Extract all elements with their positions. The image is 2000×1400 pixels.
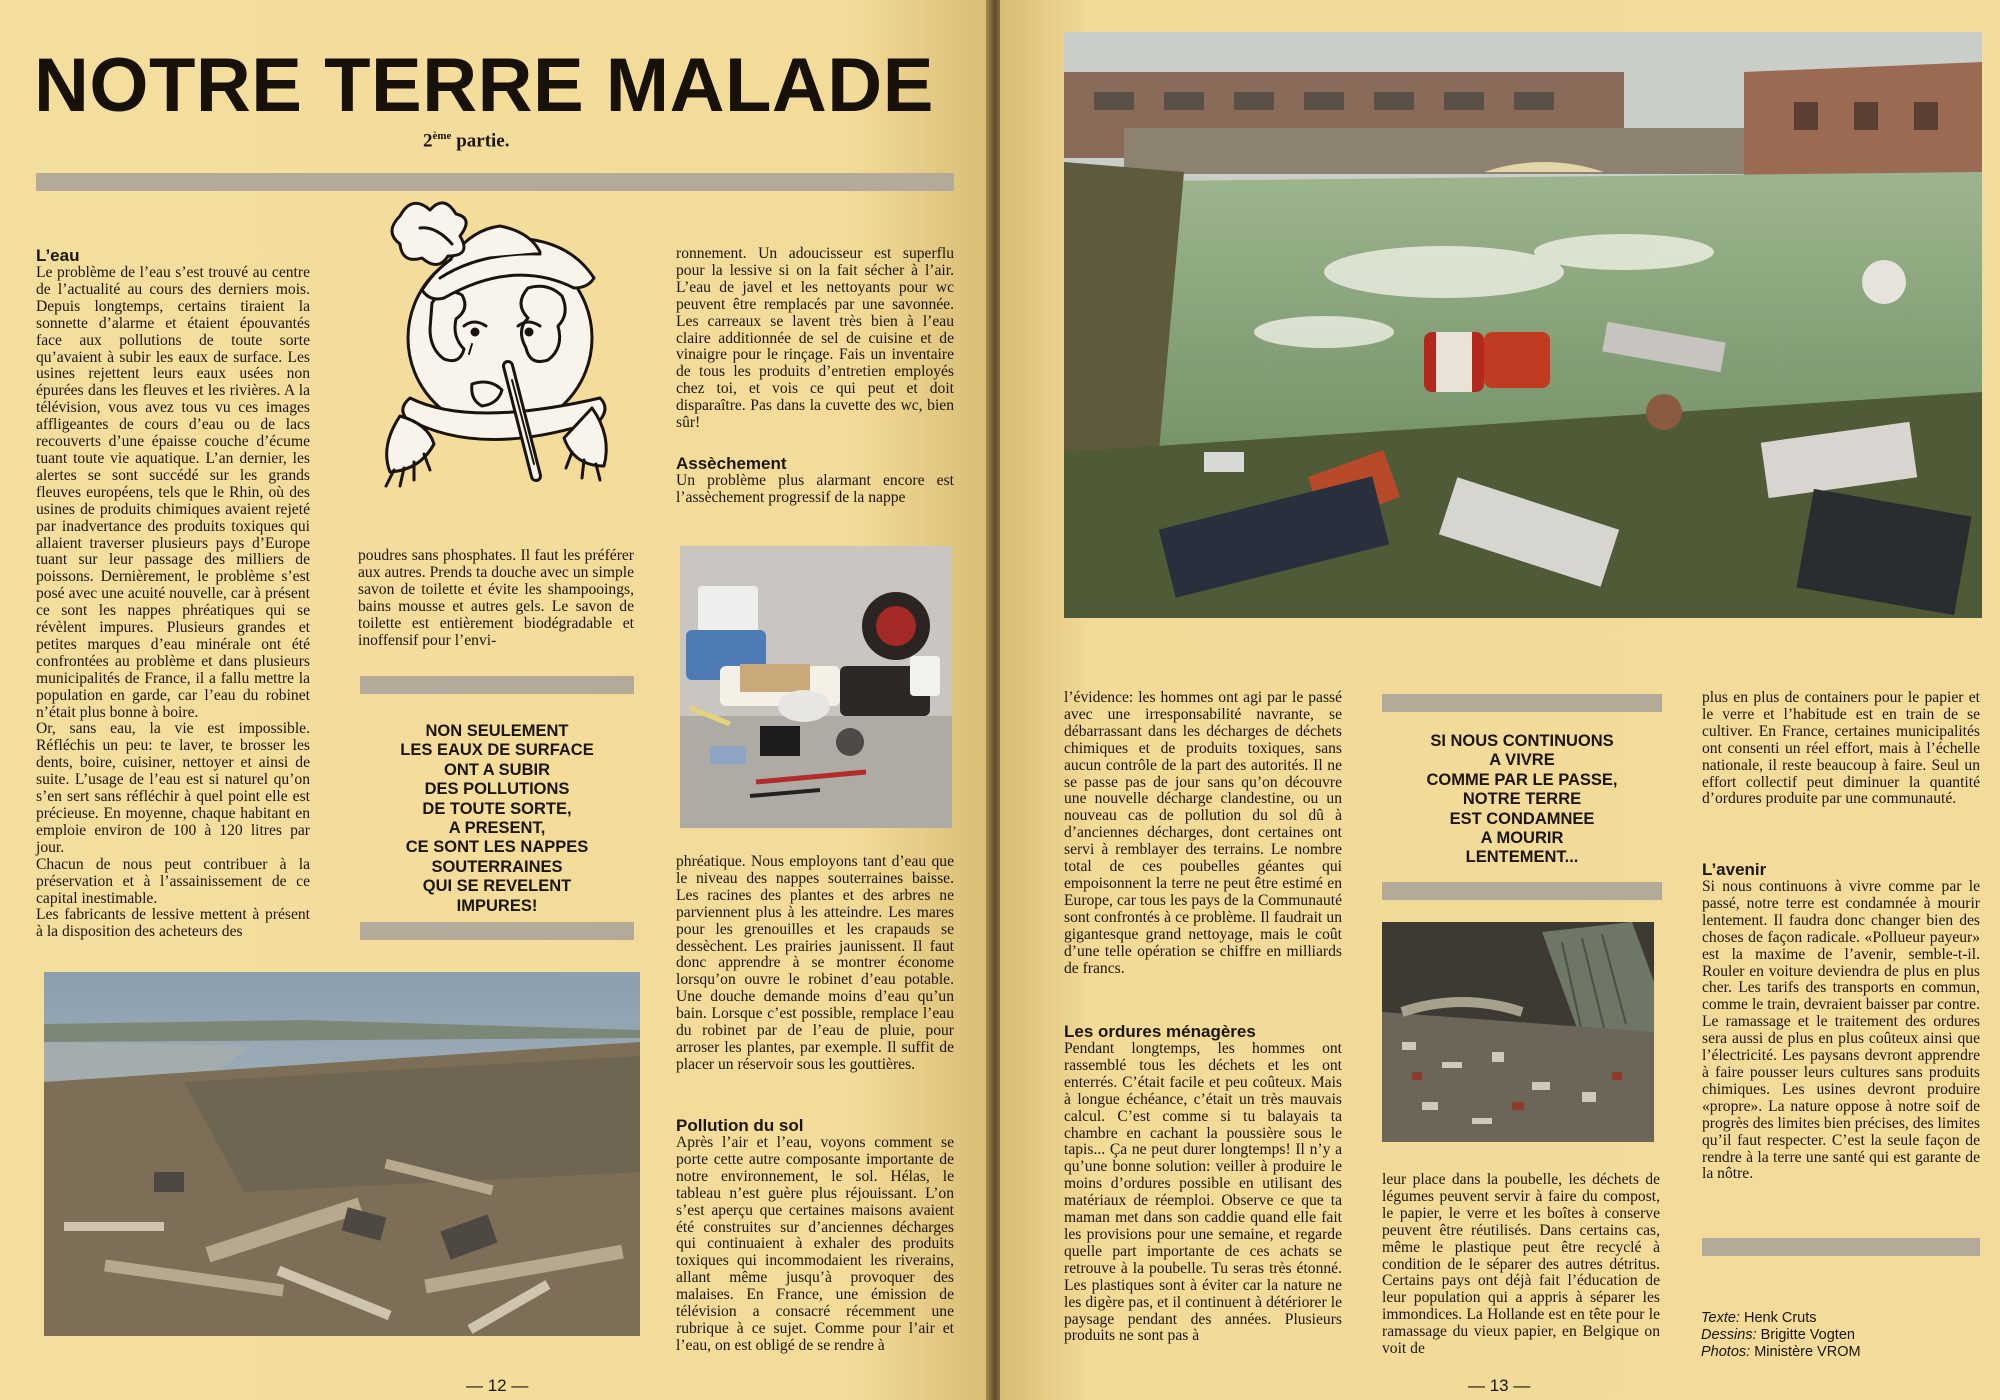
credit-photos [1701, 1344, 1861, 1361]
quote-line: ONT A SUBIR [443, 760, 551, 779]
article-title: NOTRE TERRE MALADE [34, 43, 934, 128]
subtitle-superscript: ème [432, 130, 452, 142]
page-number-left: — 12 — [466, 1376, 529, 1395]
quote-line: DES POLLUTIONS [424, 780, 570, 799]
right-page [1000, 0, 2000, 1400]
quote-line: NON SEULEMENT [425, 722, 569, 740]
column-savon [358, 548, 634, 649]
subtitle-text: partie. [451, 130, 510, 152]
savon-paragraph: poudres sans phosphates. Il faut les préférer aux autres. Prends ta douche avec un simple savon de toilette et évite les shampooings, bains mousse et autres gels. Le savon de toilette est entièrement biodégradable et inoffensif pour l’envi- [358, 547, 634, 649]
heading-pollution-sol: Pollution du sol [676, 1116, 804, 1135]
page-number-right: — 13 — [1468, 1376, 1531, 1395]
quote-rule-top [360, 676, 634, 694]
eau-paragraph-2: Or, sans eau, la vie est impossible. Réfléchis un peu: te laver, te brosser les dents, boire, cuisiner, nettoyer et ainsi de suite. L’usage de l’eau est si naturel qu’on s’en sert sans réfléchir à quel point elle est précieuse. En moyenne, chaque habitant en emploie environ de 100 à 120 litres par jour. [36, 720, 310, 856]
quote-line: QUI SE REVELENT [422, 877, 572, 896]
article-subtitle [423, 130, 509, 152]
quote-line: EST CONDAMNEE [1449, 809, 1595, 828]
debris-shore-photo [44, 972, 640, 1336]
left-page [0, 0, 988, 1400]
column-eau [36, 246, 310, 941]
quote-line: LENTEMENT... [1465, 848, 1579, 867]
quote-line: A MOURIR [1480, 829, 1564, 848]
column-compost [1382, 1172, 1660, 1358]
credit-value: Brigitte Vogten [1760, 1327, 1855, 1343]
quote-rule-top-right [1382, 694, 1662, 712]
subtitle-number: 2 [423, 130, 433, 152]
heading-eau: L’eau [36, 246, 80, 265]
credits-block [1701, 1310, 1861, 1361]
quote-rule-bottom [360, 922, 634, 940]
avenir-paragraph: Si nous continuons à vivre comme par le passé, notre terre est condamnée à mourir lentement. Il faudra donc changer bien des choses de façon radicale. «Pollueur payeur» est la maxime de l’avenir, semble-t-il. Rouler en voiture deviendra de plus en plus cher. Les tarifs des transports en commun, comme le train, devraient baisser par contre. Le ramassage et le traitement des ordures sera aussi de plus en plus coûteux ainsi que l’électricité. Les paysans devront apprendre à faire pousser leurs cultures sans produits chimiques. Les usines devront produire «propre». La nature oppose à notre soif de progrès des limites bien précises, des limites qu’il faut respecter. C’est la seule façon de rendre à la terre une santé qui est garante de la nôtre. [1702, 878, 1980, 1183]
column-ordures [1064, 1022, 1342, 1345]
ordures-paragraph: Pendant longtemps, les hommes ont rassemblé tous les déchets et les ont enterrés. C’était facile et peu coûteux. Mais à longue échéance, c’était un très mauvais calcul. C’est comme si tu balayais ta chambre en cachant la poussière sous le tapis... Ça ne peut durer longtemps! Il n’y a qu’une bonne solution: veiller à produire le moins d’ordures possible en utilisant des matériaux de réemploi. Observe ce que ta maman met dans son caddie quand elle fait les provisions pour une semaine, et regarde quelle part importante de ces achats se retrouve à la poubelle. Tu seras très étonné. Les plastiques sont à éviter car la nature ne les digère pas, et il continuent à détériorer le paysage pendant des années. Plusieurs produits ne sont pas à [1064, 1040, 1342, 1345]
heading-ordures: Les ordures ménagères [1064, 1022, 1256, 1041]
credits-rule [1702, 1238, 1980, 1256]
quote-line: SOUTERRAINES [431, 857, 563, 876]
pull-quote-right [1382, 732, 1662, 868]
credit-value: Henk Cruts [1744, 1310, 1817, 1326]
header-rule [36, 173, 954, 191]
credit-value: Ministère VROM [1754, 1344, 1861, 1360]
quote-line: COMME PAR LE PASSE, [1426, 770, 1618, 789]
column-evidence [1064, 690, 1342, 977]
heading-assechement: Assèchement [676, 454, 787, 473]
phreatique-paragraph: phréatique. Nous employons tant d’eau que le niveau des nappes souterraines baisse. Les racines des plantes et des arbres ne parviennent plus à les atteindre. Les mares pour les grenouilles et les crapauds se dessèchent. Les prairies jaunissent. Il faut donc apprendre à se montrer économe lorsqu’on ouvre le robinet d’eau potable. Une douche demande moins d’eau qu’un bain. Lorsque c’est possible, remplace l’eau du robinet par de l’eau de pluie, pour arroser les plantes, par exemple. Il suffit de placer un réservoir sous les gouttières. [676, 853, 954, 1073]
column-assechement [676, 454, 954, 507]
column-entretien [676, 246, 954, 432]
quote-line: A PRESENT, [448, 819, 546, 838]
garbage-dump-photo [1382, 922, 1654, 1142]
credit-label: Texte: [1701, 1310, 1740, 1326]
quote-line: DE TOUTE SORTE, [422, 799, 572, 818]
pollution-sol-paragraph: Après l’air et l’eau, voyons comment se porte cette autre composante importante de notre environnement, le sol. Hélas, le tableau n’est guère plus réjouissant. L’on s’est aperçu que certaines maisons avaient été construites sur d’anciennes décharges qui continuaient à exhaler des produits toxiques qui incommodaient les riverains, allant même jusqu’à provoquer des malaises. En France, une émission de télévision a consacré récemment une rubrique à ce sujet. Comme pour l’air et l’eau, on est obligé de se rendre à [676, 1134, 954, 1354]
eau-paragraph-4: Les fabricants de lessive mettent à présent à la disposition des acheteurs des [36, 906, 310, 941]
credit-text [1701, 1310, 1861, 1327]
eau-paragraph-3: Chacun de nous peut contribuer à la préservation et à l’assainissement de ce capital inestimable. [36, 855, 310, 907]
evidence-paragraph: l’évidence: les hommes ont agi par le passé avec une irresponsabilité navrante, se débarrassant dans les décharges de déchets chimiques et de produits toxiques, sans aucun contrôle de la part des autorités. Il ne se passe pas de jour sans qu’on découvre une nouvelle décharge clandestine, ou un nouveau cas de pollution du sol dû à d’anciennes décharges, dont certaines ont servi à remblayer des terrains. Le nombre total de ces poubelles géantes qui empoisonnent la terre ne peut être estimé en Europe, car tous les pays de la Communauté sont confrontés à ce problème. Il faudrait un gigantesque grand nettoyage, mais le coût d’une telle opération se chiffre en milliards de francs. [1064, 689, 1342, 977]
quote-line: CE SONT LES NAPPES [405, 838, 589, 857]
column-phreatique [676, 854, 954, 1074]
quote-line: LES EAUX DE SURFACE [400, 741, 594, 760]
assechement-paragraph: Un problème plus alarmant encore est l’assèchement progressif de la nappe [676, 472, 954, 506]
quote-line: IMPURES! [456, 896, 538, 915]
eau-paragraph-1: Le problème de l’eau s’est trouvé au centre de l’actualité au cours des derniers mois. Depuis longtemps, certains tiraient la sonnette d’alarme et étaient épouvantés face aux pollutions de toute sorte qu’avaient à subir les eaux de surface. Les usines rejettent leurs eaux usées non épurées dans les fleuves et les rivières. A la télévision, vous avez tous vu ces images affligeantes de cours d’eau ou de lacs recouverts d’une épaisse couche d’écume tuant toute vie aquatique. L’an dernier, les alertes se sont succédé sur les grands fleuves européens, tels que le Rhin, où des usines de produits chimiques avaient rejeté par inadvertance des produits toxiques qui allaient traverser plusieurs pays d’Europe tuant sur leur passage des milliers de poissons. Dernièrement, le problème s’est posé avec une acuité nouvelle, car à présent ce sont les nappes phréatiques qui se révèlent impures. Plusieurs grandes et petites marques d’eau minérale ont été confrontées au problème et dans plusieurs municipalités de France, il a fallu mettre la population en garde, car l’eau du robinet n’était plus bonne à boire. [36, 264, 310, 721]
quote-line: A VIVRE [1489, 751, 1555, 770]
credit-label: Photos: [1701, 1344, 1751, 1360]
heading-avenir: L’avenir [1702, 860, 1767, 879]
column-pollution-sol [676, 1116, 954, 1355]
sick-earth-drawing [360, 198, 645, 496]
entretien-paragraph: ronnement. Un adoucisseur est superflu pour la lessive si on la fait sécher à l’air. L’eau de javel et les nettoyants pour wc peuvent être remplacés par une savonnée. Les carreaux se lavent très bien à l’eau claire additionnée de sel de cuisine et de vinaigre pour le rinçage. Fais un inventaire de tous les produits d’entretien employés chez toi, et vois ce qui peut et doit disparaître. Pas dans la cuvette des wc, bien sûr! [676, 245, 954, 432]
quote-rule-bottom-right [1382, 882, 1662, 900]
containers-paragraph: plus en plus de containers pour le papier et le verre et l’habitude est en train de se cultiver. En France, certaines municipalités ont consenti un réel effort, mais à l’échelle nationale, il reste beaucoup à faire. Seul un effort collectif peut diminuer la quantité d’ordures produite par une communauté. [1702, 689, 1980, 808]
column-avenir [1702, 860, 1980, 1183]
pull-quote-left [360, 722, 634, 916]
polluted-pond-photo [1064, 32, 1982, 618]
column-containers [1702, 690, 1980, 808]
household-products-photo [680, 546, 952, 828]
credit-drawings [1701, 1327, 1861, 1344]
quote-line: SI NOUS CONTINUONS [1430, 732, 1614, 750]
credit-label: Dessins: [1701, 1327, 1757, 1343]
quote-line: NOTRE TERRE [1462, 790, 1582, 809]
compost-paragraph: leur place dans la poubelle, les déchets de légumes peuvent servir à faire du compost, le papier, le verre et les boîtes à conserve peuvent être réutilisés. Dans certains cas, même le plastique peut être recyclé à condition de le séparer des autres détritus. Certains pays ont déjà fait l’éducation de leur population qui a appris à séparer les immondices. La Hollande est en tête pour le ramassage du vieux papier, en Belgique on voit de [1382, 1171, 1660, 1358]
